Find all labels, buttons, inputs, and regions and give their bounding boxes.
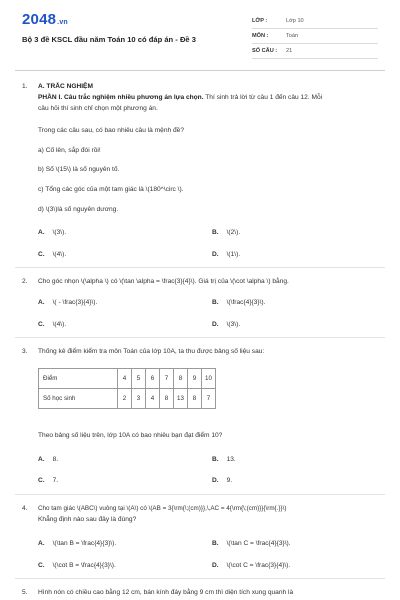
- table-cell: 10: [202, 369, 216, 389]
- table-row: [39, 369, 216, 389]
- logo-text: 2048: [22, 11, 57, 28]
- q4-option-c[interactable]: [38, 562, 116, 569]
- option-text: \(4\).: [52, 251, 67, 258]
- statement-a: a) Cố lên, sắp đói rồi!: [38, 147, 101, 154]
- question-number-5: 5.: [22, 589, 28, 596]
- question-1-text: Trong các câu sau, có bao nhiêu câu là mệnh đề?: [38, 127, 185, 134]
- part-instruction-line1: [38, 94, 322, 101]
- statement-d: d) \(3\)là số nguyên dương.: [38, 206, 119, 213]
- meta-subject-label: MÔN :: [252, 33, 269, 39]
- option-letter: C.: [38, 321, 45, 328]
- q3-option-a[interactable]: [38, 456, 58, 463]
- option-text: \(3\).: [226, 321, 241, 328]
- score-table: [38, 368, 216, 409]
- table-header-cell: Số học sinh: [39, 389, 118, 409]
- option-text: \(2\).: [226, 229, 241, 236]
- option-text: \(\cot C = \frac{3}{4}\).: [226, 562, 291, 569]
- q1-option-a[interactable]: [38, 229, 66, 236]
- option-letter: D.: [212, 477, 219, 484]
- statement-b: b) Số \(15\) là số nguyên tố.: [38, 166, 120, 173]
- question-divider: [15, 494, 385, 495]
- q2-option-a[interactable]: [38, 299, 97, 306]
- option-letter: C.: [38, 562, 45, 569]
- table-cell: 9: [188, 369, 202, 389]
- part-title: PHẦN I. Câu trắc nghiệm nhiều phương án lựa chọn.: [38, 94, 204, 101]
- q2-option-d[interactable]: [212, 321, 240, 328]
- logo-suffix: .vn: [57, 19, 68, 26]
- table-cell: 4: [118, 369, 132, 389]
- option-letter: A.: [38, 456, 45, 463]
- meta-subject-value: Toán: [286, 33, 299, 39]
- q2-option-c[interactable]: [38, 321, 66, 328]
- question-3-text: Thống kê điểm kiểm tra môn Toán của lớp 10A, ta thu được bảng số liệu sau:: [38, 348, 265, 355]
- table-cell: 3: [132, 389, 146, 409]
- question-number-1: 1.: [22, 83, 28, 90]
- q4-option-d[interactable]: [212, 562, 290, 569]
- option-text: 8.: [52, 456, 59, 463]
- q1-option-d[interactable]: [212, 251, 240, 258]
- question-2-text: Cho góc nhọn \(\alpha \) có \(\tan \alpha = \frac{3}{4}\). Giá trị của \(\cot \alpha \) bằng.: [38, 278, 289, 285]
- table-cell: 6: [146, 369, 160, 389]
- q1-option-b[interactable]: [212, 229, 240, 236]
- meta-count: [252, 46, 378, 59]
- meta-class: [252, 16, 378, 29]
- option-letter: B.: [212, 299, 219, 306]
- option-letter: A.: [38, 540, 45, 547]
- option-letter: D.: [212, 251, 219, 258]
- document-title: Bộ 3 đề KSCL đầu năm Toán 10 có đáp án - Đề 3: [22, 35, 196, 44]
- table-header-cell: Điểm: [39, 369, 118, 389]
- question-divider: [15, 578, 385, 579]
- option-letter: D.: [212, 321, 219, 328]
- q3-option-b[interactable]: [212, 456, 236, 463]
- question-number-3: 3.: [22, 348, 28, 355]
- q2-option-b[interactable]: [212, 299, 265, 306]
- option-letter: C.: [38, 251, 45, 258]
- table-cell: 5: [132, 369, 146, 389]
- option-letter: A.: [38, 299, 45, 306]
- q3-option-d[interactable]: [212, 477, 232, 484]
- option-text: 7.: [52, 477, 59, 484]
- document-header: [0, 0, 400, 64]
- table-cell: 4: [146, 389, 160, 409]
- question-divider: [15, 337, 385, 338]
- option-text: \( - \frac{3}{4}\).: [52, 299, 98, 306]
- option-letter: B.: [212, 540, 219, 547]
- option-text: \(3\).: [52, 229, 67, 236]
- question-3-prompt: Theo bảng số liệu trên, lớp 10A có bao nhiêu bạn đạt điểm 10?: [38, 432, 223, 439]
- option-text: \(\cot B = \frac{4}{3}\).: [52, 562, 116, 569]
- option-text: \(\tan B = \frac{4}{3}\).: [52, 540, 117, 547]
- question-4-text-line1: Cho tam giác \(ABC\) vuông tại \(A\) có \(AB = 3{\rm{\;(cm)}},\,AC = 4{\rm{\;(cm)}}{\rm{.}}\): [38, 505, 287, 512]
- table-cell: 8: [160, 389, 174, 409]
- table-cell: 2: [118, 389, 132, 409]
- q4-option-a[interactable]: [38, 540, 116, 547]
- q1-option-c[interactable]: [38, 251, 66, 258]
- option-text: \(\frac{4}{3}\).: [226, 299, 266, 306]
- meta-class-label: LỚP :: [252, 18, 268, 24]
- option-letter: A.: [38, 229, 45, 236]
- meta-class-value: Lớp 10: [286, 18, 304, 24]
- section-heading: A. TRẮC NGHIỆM: [38, 83, 93, 90]
- option-text: 13.: [226, 456, 236, 463]
- meta-subject: [252, 31, 378, 44]
- table-cell: 13: [174, 389, 188, 409]
- site-logo[interactable]: [22, 11, 68, 28]
- question-4-text-line2: Khẳng định nào sau đây là đúng?: [38, 516, 137, 523]
- option-text: \(4\).: [52, 321, 67, 328]
- option-letter: B.: [212, 456, 219, 463]
- question-number-2: 2.: [22, 278, 28, 285]
- option-letter: C.: [38, 477, 45, 484]
- q3-option-c[interactable]: [38, 477, 58, 484]
- question-5-text: Hình nón có chiều cao bằng 12 cm, bán kính đáy bằng 9 cm thì diện tích xung quanh là: [38, 589, 294, 596]
- option-letter: D.: [212, 562, 219, 569]
- question-number-4: 4.: [22, 505, 28, 512]
- table-cell: 7: [202, 389, 216, 409]
- meta-count-label: SỐ CÂU :: [252, 48, 278, 54]
- question-divider: [15, 267, 385, 268]
- table-cell: 8: [188, 389, 202, 409]
- statement-c: c) Tổng các góc của một tam giác là \(180^\circ \).: [38, 186, 184, 193]
- option-text: 9.: [226, 477, 233, 484]
- part-instruction-rest: Thí sinh trả lời từ câu 1 đến câu 12. Mỗi: [203, 94, 323, 101]
- part-instruction-line2: câu hỏi thí sinh chỉ chọn một phương án.: [38, 105, 158, 112]
- option-text: \(\tan C = \frac{4}{3}\).: [226, 540, 291, 547]
- meta-count-value: 21: [286, 48, 293, 54]
- option-text: \(1\).: [226, 251, 241, 258]
- option-letter: B.: [212, 229, 219, 236]
- header-divider: [15, 70, 385, 71]
- table-cell: 8: [174, 369, 188, 389]
- q4-option-b[interactable]: [212, 540, 291, 547]
- table-row: [39, 389, 216, 409]
- table-cell: 7: [160, 369, 174, 389]
